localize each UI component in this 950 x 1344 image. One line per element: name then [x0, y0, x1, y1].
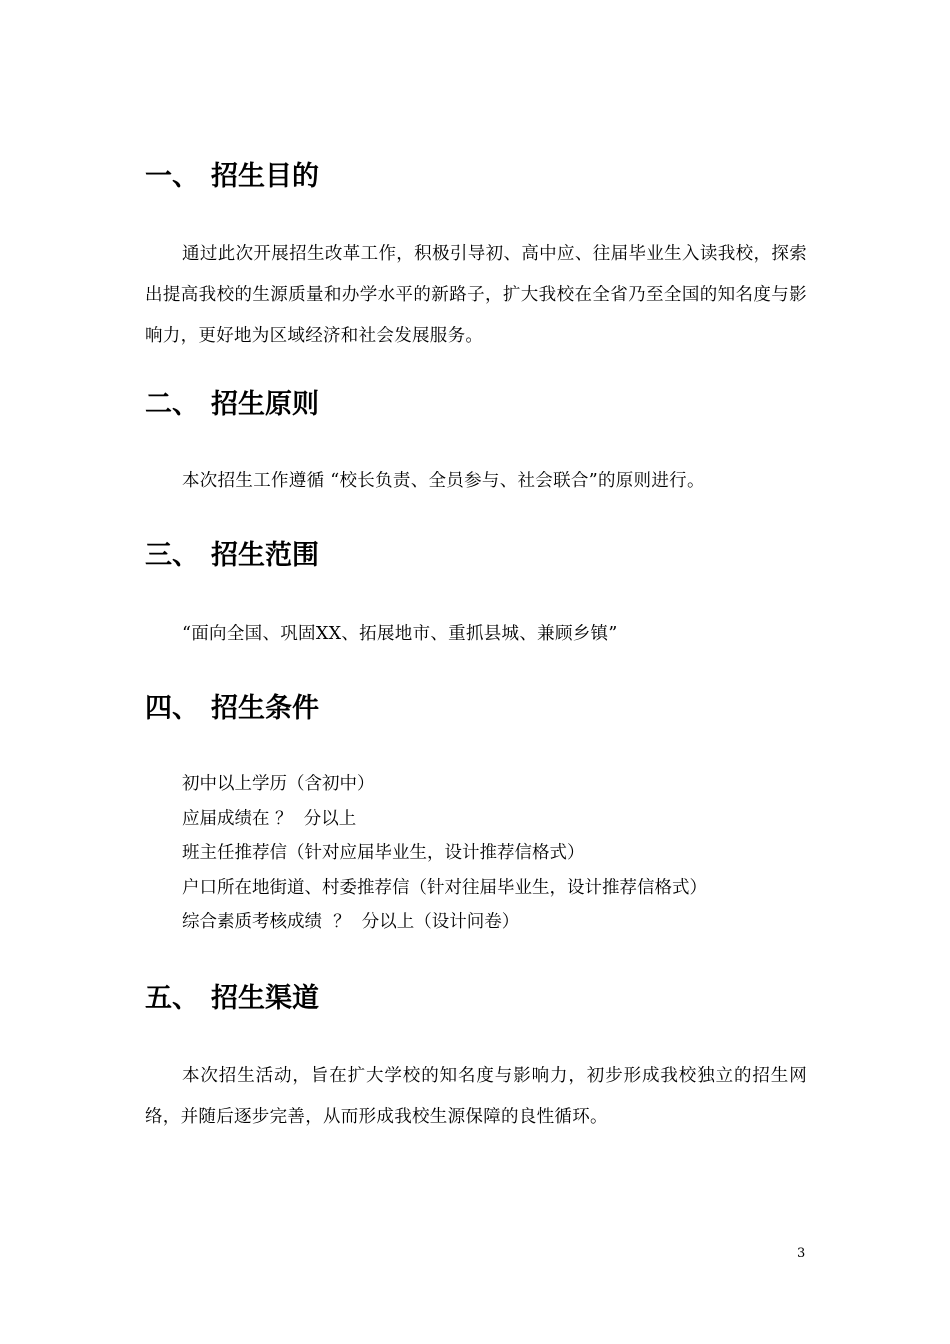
condition-list — [182, 767, 707, 940]
section-title: 招生渠道 — [211, 983, 319, 1014]
page-number: 3 — [797, 1246, 806, 1261]
section-number: 三、 — [145, 540, 199, 571]
section-heading-1 — [145, 160, 319, 194]
section-title: 招生条件 — [211, 693, 319, 724]
list-item: 应届成绩在 ？ 分以上 — [182, 808, 357, 829]
section-heading-3 — [145, 539, 319, 573]
section-title: 招生范围 — [211, 540, 319, 571]
section-body-5: 本次招生活动，旨在扩大学校的知名度与影响力，初步形成我校独立的招生网络，并随后逐步完善，从而形成我校生源保障的良性循环。 — [145, 1066, 807, 1127]
section-body-2: 本次招生工作遵循 “校长负责、全员参与、社会联合”的原则进行。 — [182, 471, 705, 491]
section-body-1: 通过此次开展招生改革工作，积极引导初、高中应、往届毕业生入读我校，探索出提高我校的生源质量和办学水平的新路子，扩大我校在全省乃至全国的知名度与影响力，更好地为区域经济和社会发展服务。 — [145, 244, 807, 346]
section-number: 一、 — [145, 161, 199, 192]
section-title: 招生目的 — [211, 161, 319, 192]
section-number: 五、 — [145, 983, 199, 1014]
list-item: 户口所在地街道、村委推荐信（针对往届毕业生，设计推荐信格式） — [182, 877, 707, 898]
section-heading-2 — [145, 388, 319, 422]
section-number: 二、 — [145, 389, 199, 420]
list-item: 综合素质考核成绩 ？ 分以上（设计问卷） — [182, 912, 520, 932]
list-item: 班主任推荐信（针对应届毕业生，设计推荐信格式） — [182, 843, 585, 863]
section-body-3: “面向全国、巩固XX、拓展地市、重抓县城、兼顾乡镇” — [182, 624, 618, 644]
section-number: 四、 — [145, 693, 199, 724]
list-item: 初中以上学历（含初中） — [182, 774, 375, 794]
section-heading-4 — [145, 692, 319, 726]
section-heading-5 — [145, 982, 319, 1016]
section-title: 招生原则 — [211, 389, 319, 420]
